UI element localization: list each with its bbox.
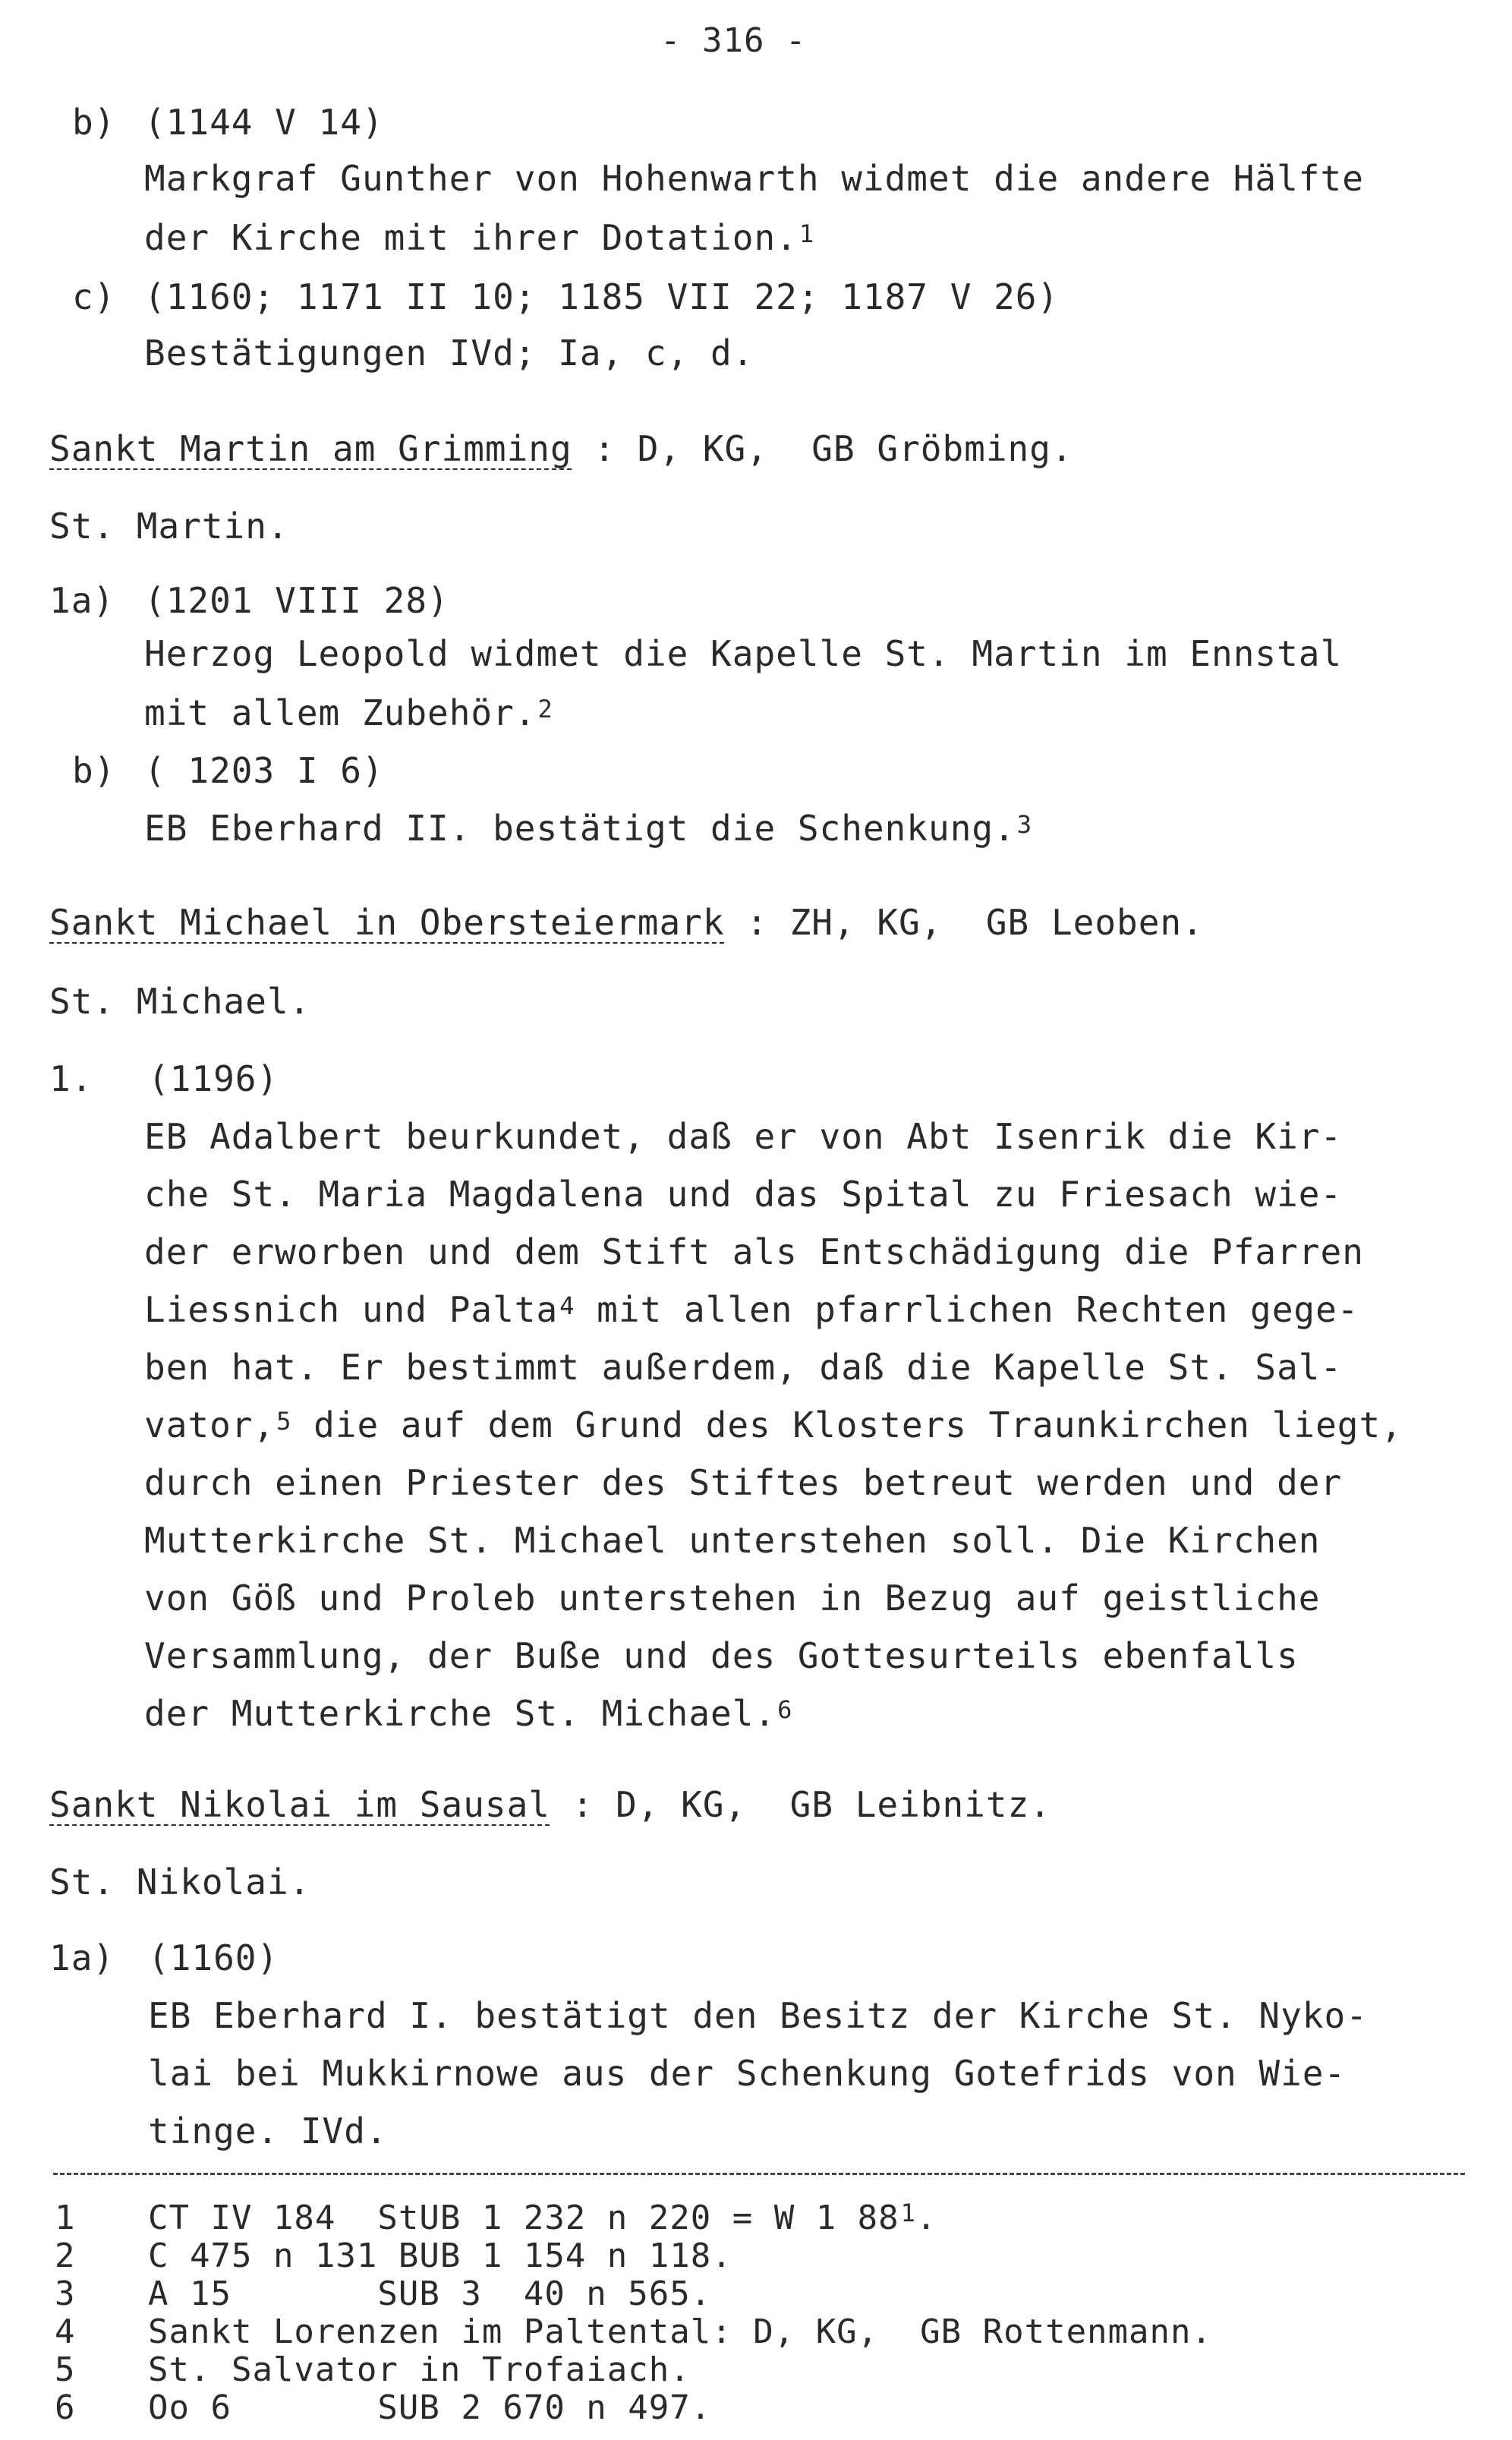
entry-date: ( 1203 I 6) (144, 750, 384, 791)
patron: St. Nikolai. (49, 1862, 311, 1903)
entry-text: Mutterkirche St. Michael unterstehen soll. Die Kirchen (144, 1520, 1321, 1561)
entry-date: (1160; 1171 II 10; 1185 VII 22; 1187 V 26) (144, 276, 1060, 317)
entry-text: Herzog Leopold widmet die Kapelle St. Martin im Ennstal (144, 633, 1343, 674)
footnote-text: CT IV 184 StUB 1 232 n 220 = W 1 $88^1$. (148, 2199, 937, 2237)
entry-date: (1144 V 14) (144, 102, 384, 143)
heading-meta: : D, KG, GB Gröbming. (572, 428, 1073, 469)
footnote-ref: 3 (1016, 810, 1033, 839)
footnote-ref: 1 (799, 219, 815, 248)
patron: St. Martin. (49, 506, 289, 547)
footnote-number: 3 (55, 2274, 76, 2313)
heading-meta: : ZH, KG, GB Leoben. (724, 902, 1204, 943)
section-heading-martin (49, 428, 1073, 469)
entry-text: EB Adalbert beurkundet, daß er von Abt Isenrik die Kir- (144, 1116, 1343, 1157)
entry-text: Liessnich und Palta$^4$ mit allen pfarrlichen Rechten gege- (144, 1289, 1359, 1330)
entry-text: EB Eberhard I. bestätigt den Besitz der Kirche St. Nyko- (148, 1995, 1368, 2036)
entry-text: EB Eberhard II. bestätigt die Schenkung.$^3$ (144, 808, 1033, 849)
footnote-text: C 475 n 131 BUB 1 154 n 118. (148, 2237, 732, 2275)
footnote-text: Sankt Lorenzen im Paltental: D, KG, GB Rottenmann. (148, 2312, 1213, 2351)
entry-label: b) (72, 750, 116, 791)
entry-text: Versammlung, der Buße und des Gottesurteils ebenfalls (144, 1635, 1299, 1676)
entry-text: vator,$^5$ die auf dem Grund des Klosters Traunkirchen liegt, (144, 1404, 1403, 1445)
entry-date: (1196) (148, 1058, 279, 1099)
entry-text: Markgraf Gunther von Hohenwarth widmet die andere Hälfte (144, 158, 1364, 199)
heading-title: Sankt Nikolai im Sausal (49, 1784, 550, 1825)
footnote-ref: 4 (559, 1291, 575, 1320)
entry-text: ben hat. Er bestimmt außerdem, daß die Kapelle St. Sal- (144, 1347, 1343, 1388)
entry-text: che St. Maria Magdalena und das Spital zu Friesach wie- (144, 1174, 1343, 1215)
patron: St. Michael. (49, 981, 311, 1022)
entry-date: (1201 VIII 28) (144, 580, 449, 621)
heading-title: Sankt Michael in Obersteiermark (49, 902, 725, 943)
entry-text: mit allem Zubehör.$^2$ (144, 692, 553, 733)
entry-text: Bestätigungen IVd; Ia, c, d. (144, 333, 754, 374)
section-heading-michael (49, 902, 1204, 943)
page-number: - 316 - (660, 21, 807, 60)
footnote-text: Oo 6 SUB 2 670 n 497. (148, 2388, 712, 2427)
heading-meta: : D, KG, GB Leibnitz. (550, 1784, 1051, 1825)
entry-label: 1a) (49, 580, 115, 621)
entry-label: 1a) (49, 1937, 115, 1978)
entry-text: von Göß und Proleb unterstehen in Bezug auf geistliche (144, 1578, 1321, 1619)
footnote-number: 1 (55, 2199, 76, 2237)
entry-label: 1. (49, 1058, 93, 1099)
footnote-text: St. Salvator in Trofaiach. (148, 2350, 691, 2389)
footnote-number: 4 (55, 2312, 76, 2351)
footnote-ref: 2 (537, 695, 553, 723)
heading-title: Sankt Martin am Grimming (49, 428, 572, 469)
entry-date: (1160) (148, 1937, 279, 1978)
footnote-text: A 15 SUB 3 40 n 565. (148, 2274, 712, 2313)
footnote-divider (53, 2173, 1465, 2175)
entry-text: der Kirche mit ihrer Dotation.$^1$ (144, 217, 815, 258)
footnote-ref: 6 (777, 1695, 793, 1724)
entry-text: durch einen Priester des Stiftes betreut werden und der (144, 1462, 1343, 1503)
footnote-number: 2 (55, 2237, 76, 2275)
entry-label-b: b) (72, 102, 116, 143)
footnote-number: 5 (55, 2350, 76, 2389)
section-heading-nikolai (49, 1784, 1051, 1825)
footnote-ref: 5 (276, 1407, 292, 1436)
entry-text: tinge. IVd. (148, 2111, 388, 2152)
entry-text: lai bei Mukkirnowe aus der Schenkung Gotefrids von Wie- (148, 2053, 1347, 2094)
entry-text: der erworben und dem Stift als Entschädigung die Pfarren (144, 1231, 1364, 1272)
footnote-number: 6 (55, 2388, 76, 2427)
entry-label-c: c) (72, 276, 116, 317)
entry-text: der Mutterkirche St. Michael.$^6$ (144, 1693, 793, 1734)
